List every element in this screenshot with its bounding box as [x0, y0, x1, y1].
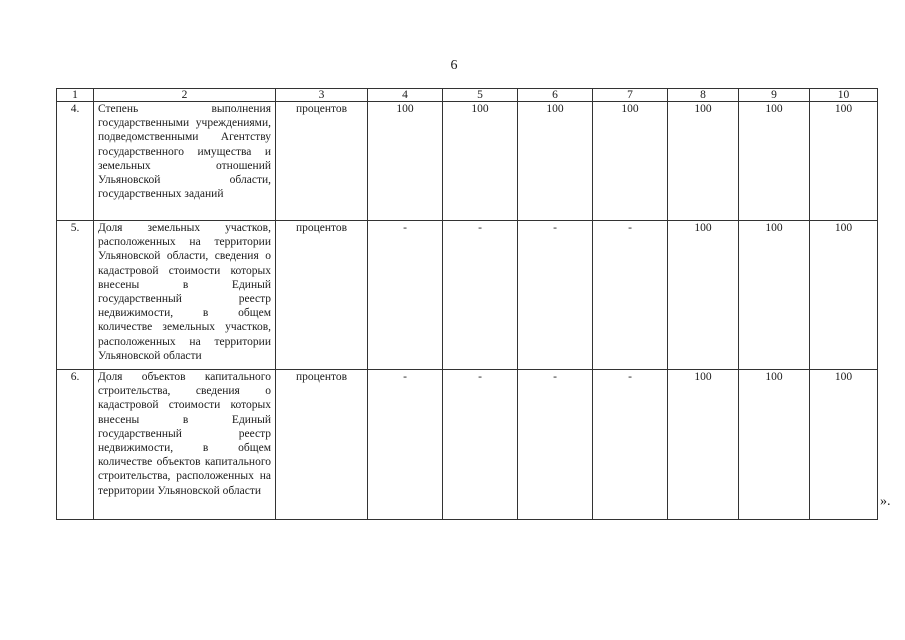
value-cell: 100	[668, 102, 739, 221]
unit-cell: процентов	[276, 221, 368, 370]
column-header: 6	[518, 89, 593, 102]
table-header-row	[57, 89, 878, 102]
unit-cell: процентов	[276, 370, 368, 520]
indicator-name: Степень выполнения государственными учреждениями, подведомственными Агентству государственного имущества и земельных отношений Ульяновской области, государственных заданий	[94, 102, 276, 221]
table-row	[57, 102, 878, 221]
column-header: 10	[810, 89, 878, 102]
value-cell: 100	[518, 102, 593, 221]
column-header: 7	[593, 89, 668, 102]
row-number: 6.	[57, 370, 94, 520]
value-cell: 100	[739, 221, 810, 370]
value-cell: 100	[668, 221, 739, 370]
column-header: 8	[668, 89, 739, 102]
indicator-name: Доля земельных участков, расположенных на территории Ульяновской области, сведения о кадастровой стоимости которых внесены в Единый государственный реестр недвижимости, в общем количестве земельных участков, расположенных на территории Ульяновской области	[94, 221, 276, 370]
row-number: 5.	[57, 221, 94, 370]
value-cell: 100	[443, 102, 518, 221]
value-cell: -	[518, 370, 593, 520]
indicator-name: Доля объектов капитального строительства, сведения о кадастровой стоимости которых внесены в Единый государственный реестр недвижимости, в общем количестве объектов капитального строительства, расположенных на территории Ульяновской области	[94, 370, 276, 520]
column-header: 4	[368, 89, 443, 102]
value-cell: -	[593, 370, 668, 520]
column-header: 1	[57, 89, 94, 102]
page-number: 6	[450, 58, 458, 73]
value-cell: -	[368, 370, 443, 520]
table-row	[57, 221, 878, 370]
value-cell: 100	[593, 102, 668, 221]
column-header: 9	[739, 89, 810, 102]
table-row	[57, 370, 878, 520]
row-number: 4.	[57, 102, 94, 221]
value-cell: -	[593, 221, 668, 370]
column-header: 3	[276, 89, 368, 102]
column-header: 5	[443, 89, 518, 102]
value-cell: 100	[810, 102, 878, 221]
column-header: 2	[94, 89, 276, 102]
value-cell: 100	[810, 370, 878, 520]
closing-quote-mark: ».	[880, 494, 891, 509]
value-cell: 100	[739, 102, 810, 221]
value-cell: -	[443, 370, 518, 520]
value-cell: -	[443, 221, 518, 370]
value-cell: 100	[368, 102, 443, 221]
value-cell: 100	[810, 221, 878, 370]
value-cell: 100	[739, 370, 810, 520]
value-cell: 100	[668, 370, 739, 520]
indicators-table	[56, 88, 878, 520]
value-cell: -	[518, 221, 593, 370]
unit-cell: процентов	[276, 102, 368, 221]
value-cell: -	[368, 221, 443, 370]
